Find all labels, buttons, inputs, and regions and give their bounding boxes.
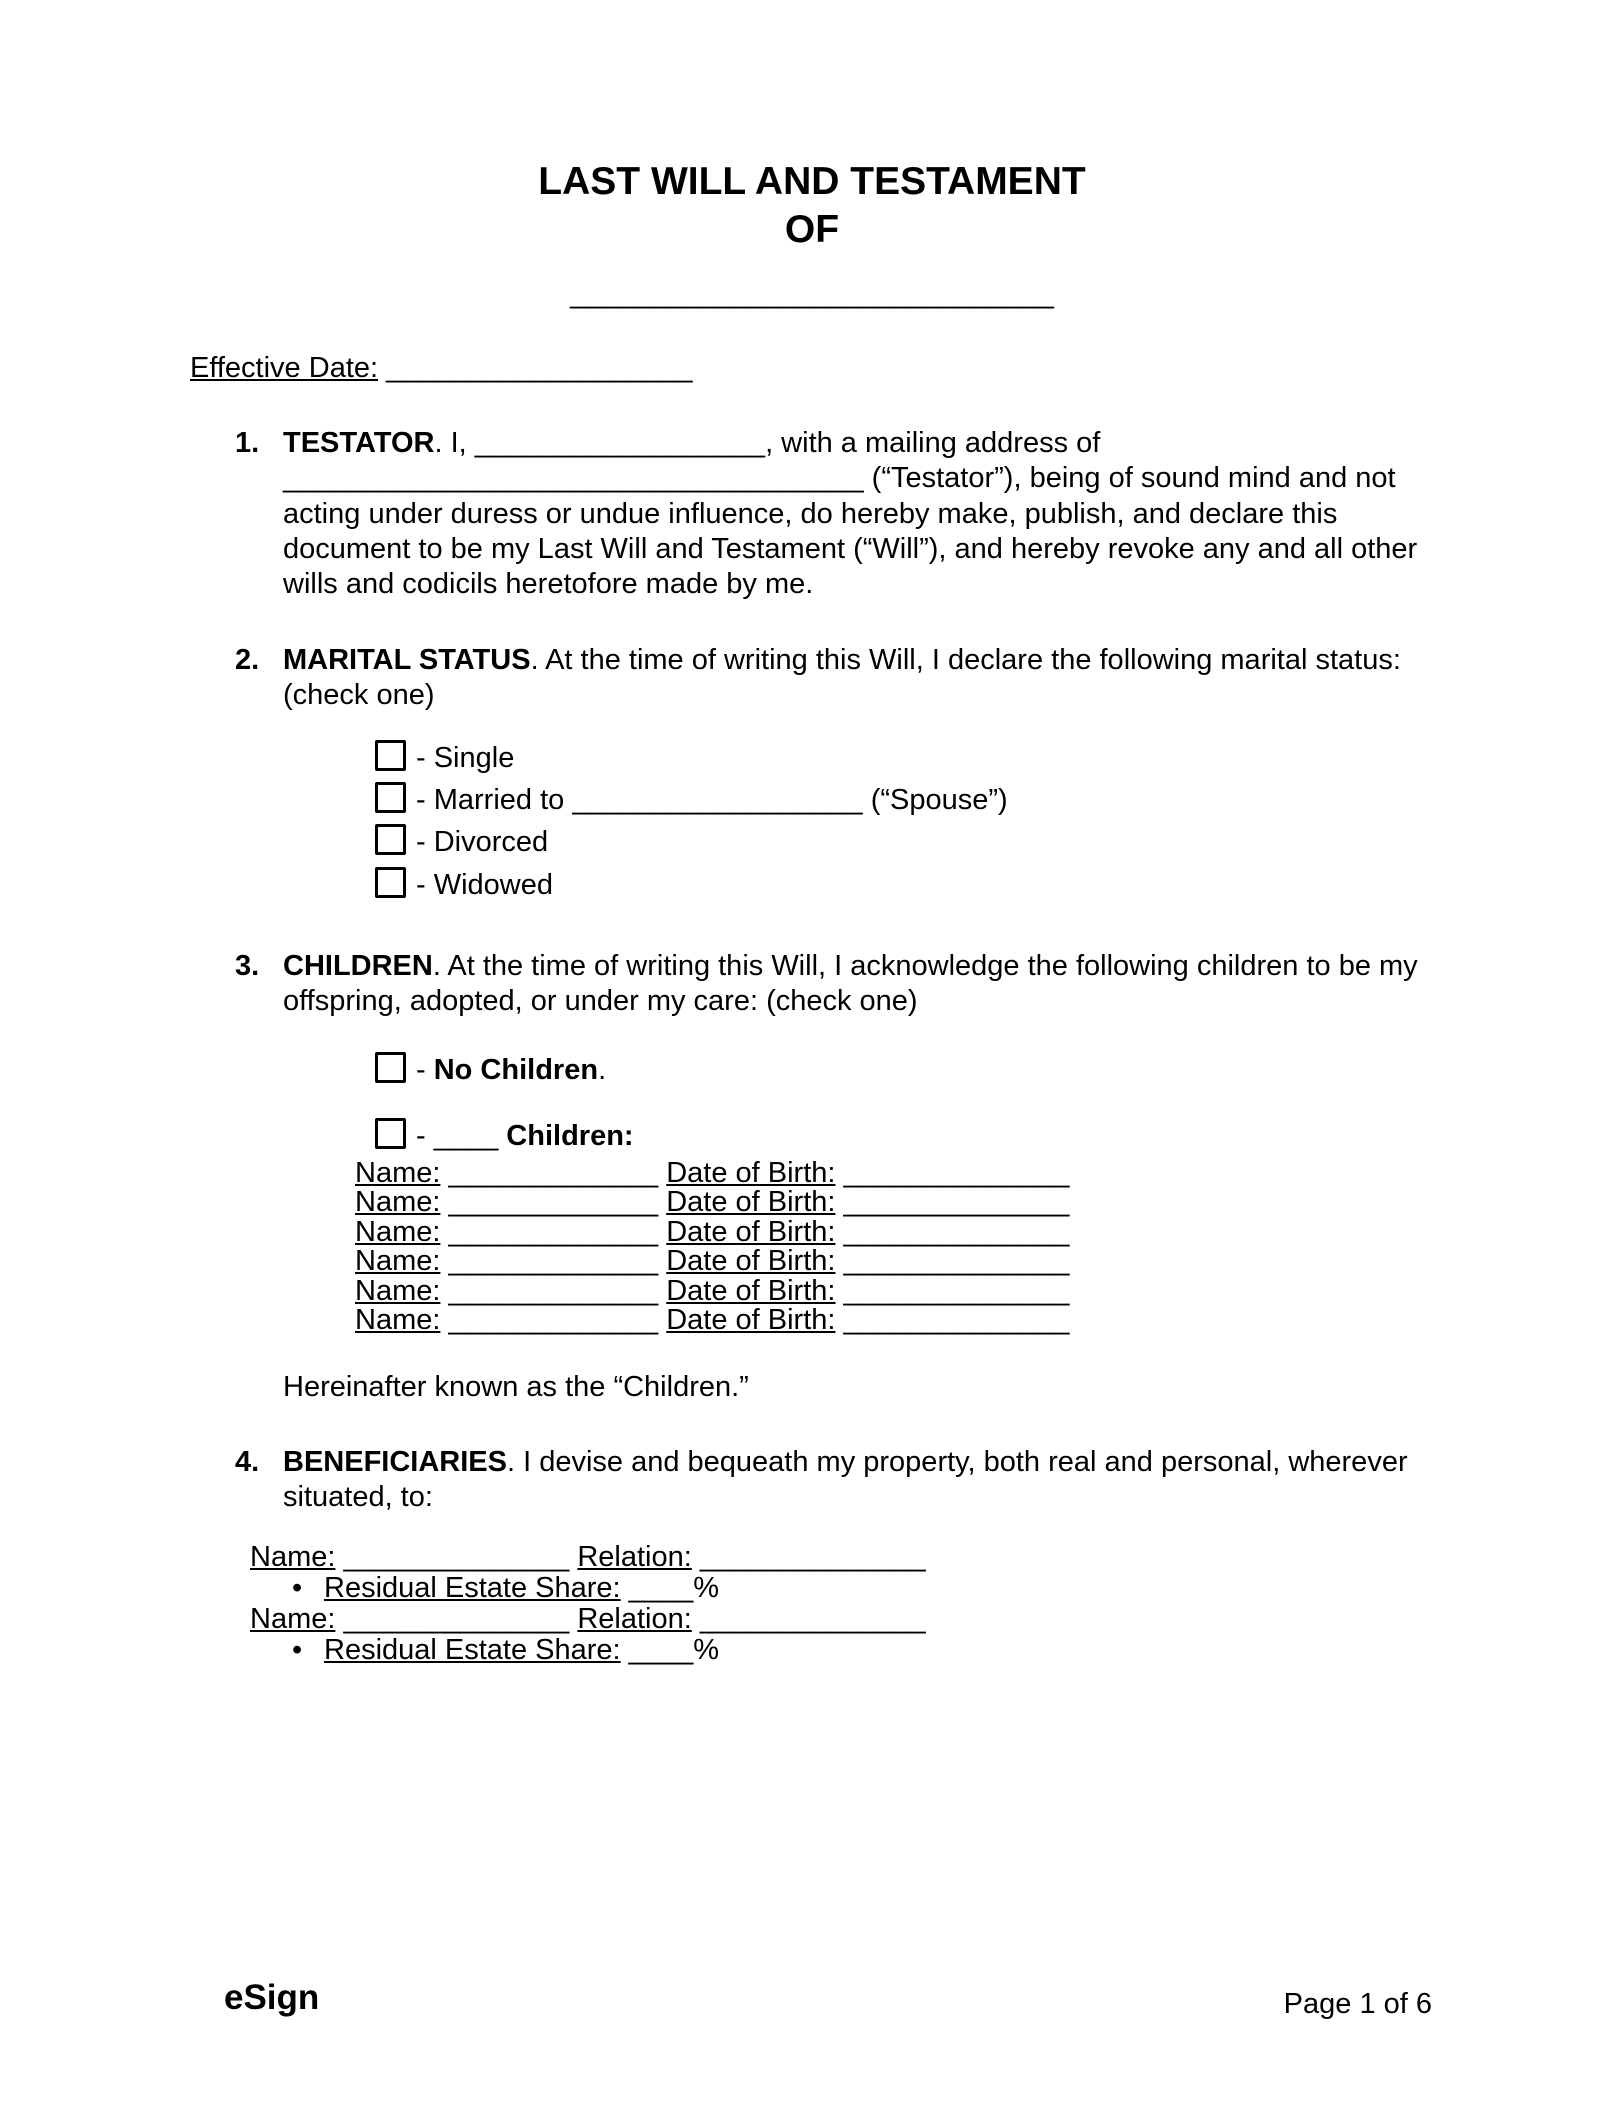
percent-sign: % (693, 1571, 719, 1604)
title-line-2: OF (784, 207, 840, 251)
effective-date-label: Effective Date: (190, 351, 379, 384)
spouse-name-field[interactable]: __________________ (572, 783, 863, 816)
child-dob-label: Date of Birth: (666, 1245, 836, 1278)
child-row (355, 1274, 1434, 1307)
marital-option-single (375, 740, 1434, 776)
child-row (355, 1156, 1434, 1189)
text-segment: (“Testator”), being of sound mind and not acting under duress or undue influence, do hereby make, publish, and declare this document to be my Last Will and Testament (“Will”), and hereby revoke any and all other wills and codicils heretofore made by me. (283, 462, 1418, 601)
child-dob-label: Date of Birth: (666, 1186, 836, 1219)
page-number: Page 1 of 6 (1283, 1987, 1432, 2020)
option-with-children (375, 1118, 1434, 1154)
child-name-field[interactable]: _____________ (440, 1304, 667, 1337)
option-label: Children (498, 1120, 624, 1153)
child-name-label: Name: (355, 1156, 441, 1189)
checkbox-single[interactable] (375, 740, 406, 771)
option-dash: - (416, 1120, 434, 1153)
child-name-field[interactable]: _____________ (440, 1186, 667, 1219)
checkbox-married[interactable] (375, 782, 406, 813)
marital-option-married (375, 782, 1434, 818)
children-table (355, 1156, 1434, 1337)
beneficiary-name-label: Name: (250, 1602, 336, 1635)
beneficiaries-paragraph (283, 1445, 1434, 1516)
child-dob-field[interactable]: ______________ (835, 1156, 1070, 1189)
testator-address-field[interactable]: ____________________________________ (283, 462, 864, 495)
child-dob-field[interactable]: ______________ (835, 1274, 1070, 1307)
section-number: 2. (235, 643, 260, 676)
beneficiary-entry (250, 1604, 1434, 1666)
child-dob-field[interactable]: ______________ (835, 1186, 1070, 1219)
section-beneficiaries (235, 1445, 1434, 1516)
option-dash: - (416, 1053, 434, 1086)
children-count-field[interactable]: ____ (433, 1120, 499, 1153)
option-label-suffix: . (598, 1053, 607, 1086)
child-dob-label: Date of Birth: (666, 1304, 836, 1337)
beneficiary-relation-field[interactable]: ______________ (691, 1602, 926, 1635)
option-label-suffix: (“Spouse”) (862, 783, 1008, 816)
section-marital-status (235, 643, 1434, 909)
section-children (235, 949, 1434, 1405)
children-paragraph (283, 949, 1434, 1020)
beneficiary-relation-field[interactable]: ______________ (691, 1540, 926, 1573)
beneficiary-share-line (292, 1573, 1434, 1604)
effective-date-line (190, 351, 1434, 386)
beneficiary-share-line (292, 1635, 1434, 1666)
beneficiary-name-line (250, 1604, 1434, 1635)
text-segment: , with a mailing address of (765, 426, 1101, 459)
child-name-label: Name: (355, 1215, 441, 1248)
beneficiary-name-line (250, 1542, 1434, 1573)
checkbox-no-children[interactable] (375, 1052, 406, 1083)
section-number: 3. (235, 950, 260, 983)
option-label: No Children (433, 1053, 599, 1086)
section-testator (235, 426, 1434, 603)
section-number: 1. (235, 426, 260, 459)
beneficiary-name-label: Name: (250, 1540, 336, 1573)
beneficiary-list (250, 1542, 1434, 1666)
child-dob-field[interactable]: ______________ (835, 1215, 1070, 1248)
marital-paragraph (283, 643, 1434, 714)
beneficiary-name-field[interactable]: ______________ (335, 1540, 578, 1573)
bullet-icon: • (292, 1633, 303, 1666)
marital-option-widowed (375, 867, 1434, 903)
text-segment: . I devise and bequeath my property, both real and personal, wherever situated, to: (283, 1445, 1408, 1514)
esign-logo: eSign (224, 1978, 320, 2018)
share-label: Residual Estate Share: (324, 1571, 621, 1604)
marital-option-divorced (375, 824, 1434, 860)
child-name-label: Name: (355, 1186, 441, 1219)
testator-name-title-blank[interactable]: ______________________________ (570, 278, 1054, 311)
sections (235, 426, 1434, 1666)
title-line-1: LAST WILL AND TESTAMENT (538, 160, 1086, 203)
option-label-suffix: : (623, 1120, 634, 1153)
text-segment: . At the time of writing this Will, I acknowledge the following children to be my offspring, adopted, or under my care: (check one) (283, 950, 1418, 1018)
section-label: MARITAL STATUS (283, 643, 531, 676)
effective-date-field[interactable]: ___________________ (378, 351, 693, 384)
beneficiary-relation-label: Relation: (577, 1602, 692, 1635)
section-number: 4. (235, 1445, 260, 1478)
child-name-field[interactable]: _____________ (440, 1215, 667, 1248)
share-label: Residual Estate Share: (324, 1633, 621, 1666)
option-label: - Divorced (416, 826, 549, 859)
bullet-icon: • (292, 1571, 303, 1604)
checkbox-divorced[interactable] (375, 824, 406, 855)
option-label: - Single (416, 741, 515, 774)
marital-body (283, 643, 1434, 909)
section-label: BENEFICIARIES (283, 1445, 507, 1478)
option-no-children (375, 1052, 1434, 1088)
child-row (355, 1306, 1434, 1336)
percent-sign: % (693, 1633, 719, 1666)
child-name-field[interactable]: _____________ (440, 1274, 667, 1307)
child-name-label: Name: (355, 1274, 441, 1307)
child-dob-field[interactable]: ______________ (835, 1304, 1070, 1337)
beneficiary-entry (250, 1542, 1434, 1604)
section-label: CHILDREN (283, 950, 433, 983)
child-name-field[interactable]: _____________ (440, 1156, 667, 1189)
share-field[interactable]: ____ (620, 1571, 694, 1604)
child-row (355, 1247, 1434, 1277)
child-name-field[interactable]: _____________ (440, 1245, 667, 1278)
child-dob-label: Date of Birth: (666, 1274, 836, 1307)
beneficiary-name-field[interactable]: ______________ (335, 1602, 578, 1635)
option-label: - Married to (416, 783, 573, 816)
beneficiary-relation-label: Relation: (577, 1540, 692, 1573)
children-footnote: Hereinafter known as the “Children.” (283, 1370, 749, 1403)
child-name-label: Name: (355, 1245, 441, 1278)
text-segment: . I, (434, 426, 475, 459)
child-row (355, 1215, 1434, 1248)
option-label: - Widowed (416, 868, 553, 901)
testator-paragraph (283, 426, 1434, 603)
child-dob-field[interactable]: ______________ (835, 1245, 1070, 1278)
section-label: TESTATOR (283, 426, 435, 459)
testator-name-field[interactable]: __________________ (474, 426, 766, 459)
text-segment: . At the time of writing this Will, I declare the following marital status: (check one) (283, 643, 1401, 712)
checkbox-widowed[interactable] (375, 867, 406, 898)
marital-options (375, 740, 1434, 904)
share-field[interactable]: ____ (620, 1633, 694, 1666)
checkbox-with-children[interactable] (375, 1118, 406, 1149)
child-row (355, 1188, 1434, 1218)
document-title (190, 158, 1434, 253)
child-dob-label: Date of Birth: (666, 1156, 836, 1189)
child-dob-label: Date of Birth: (666, 1215, 836, 1248)
child-name-label: Name: (355, 1304, 441, 1337)
children-body (283, 949, 1434, 1405)
